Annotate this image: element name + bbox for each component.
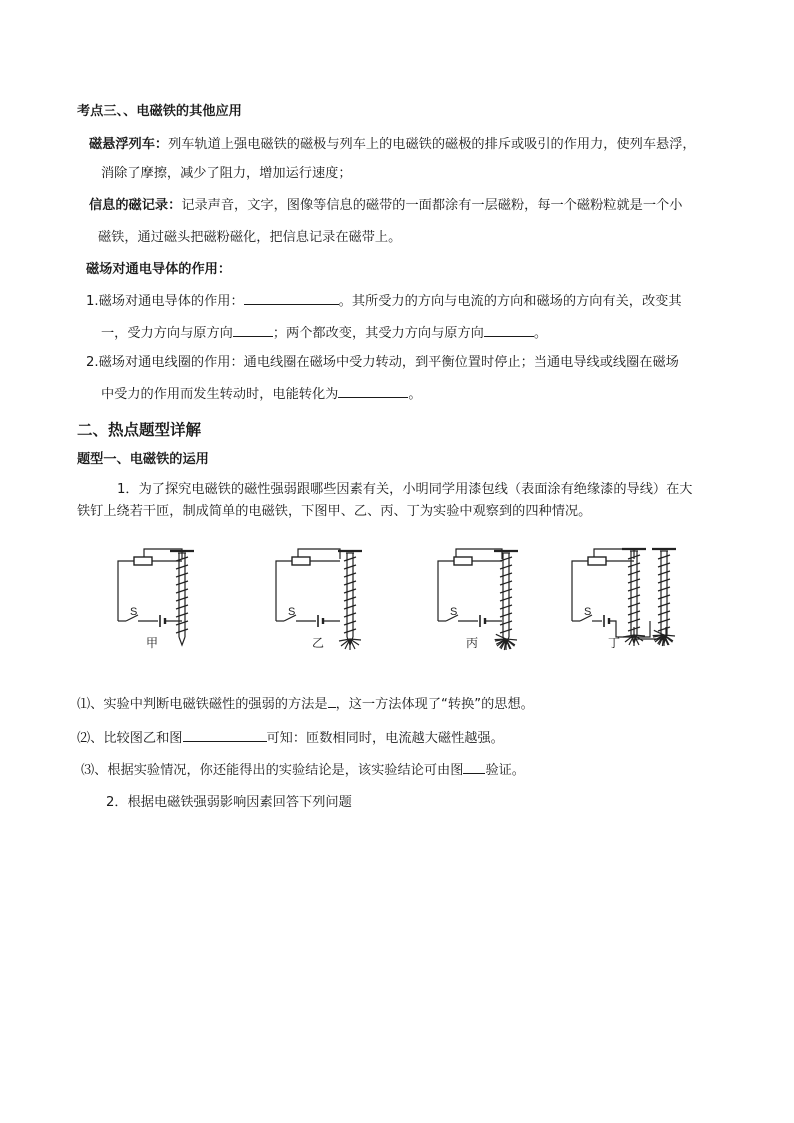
sub-1-text-a: ⑴、实验中判断电磁铁磁性的强弱的方法是	[77, 697, 328, 712]
item-1-text-a: 1.磁场对通电导体的作用：	[86, 294, 244, 309]
answer-blank[interactable]	[183, 729, 267, 742]
sub-3-text-a: ⑶、根据实验情况，你还能得出的实验结论是，该实验结论可由图	[81, 763, 464, 778]
circuit-ding	[572, 549, 676, 650]
record-paragraph	[89, 197, 682, 215]
item-1-text-c: 一，受力方向与原方向	[101, 326, 233, 341]
switch-label: S	[584, 606, 592, 618]
figure-label-ding: 丁	[608, 636, 621, 650]
figure-label-yi: 乙	[312, 636, 325, 650]
switch-label: S	[130, 606, 138, 618]
answer-blank[interactable]	[484, 324, 534, 337]
item-2-line-2	[101, 385, 422, 404]
q1-text-1: 1．为了探究电磁铁的磁性强弱跟哪些因素有关，小明同学用漆包线（表面涂有绝缘漆的导线）在大	[117, 482, 693, 497]
maglev-paragraph	[89, 136, 696, 154]
record-text-2: 磁铁，通过磁头把磁粉磁化，把信息记录在磁带上。	[98, 230, 402, 245]
question-2: 2．根据电磁铁强弱影响因素回答下列问题	[106, 795, 352, 810]
answer-blank[interactable]	[244, 292, 339, 305]
sub-1-text-b: ，这一方法体现了“转换”的思想。	[335, 697, 534, 712]
maglev-text-1: 列车轨道上强电磁铁的磁极与列车上的电磁铁的磁极的排斥或吸引的作用力，使列车悬浮，	[168, 137, 696, 152]
electromagnet-figure	[100, 535, 710, 655]
item-1-text-e: 。	[533, 326, 548, 341]
sub-2-text-a: ⑵、比较图乙和图	[77, 731, 183, 746]
circuit-yi	[276, 549, 362, 650]
maglev-text-2: 消除了摩擦，减少了阻力，增加运行速度；	[101, 166, 352, 181]
sub-3-text-b: 验证。	[485, 763, 525, 778]
circuit-bing	[438, 549, 518, 654]
sub-2-text-b: 可知：匝数相同时，电流越大磁性越强。	[266, 731, 504, 746]
item-1-text-d: ；两个都改变，其受力方向与原方向	[272, 326, 484, 341]
item-2-text-c: 。	[408, 387, 422, 402]
sub-question-2	[77, 729, 504, 748]
answer-blank[interactable]	[463, 761, 485, 774]
sub-question-1	[77, 695, 534, 714]
answer-blank[interactable]	[338, 385, 408, 398]
figure-label-bing: 丙	[466, 636, 479, 650]
type-1-title: 题型一、电磁铁的运用	[77, 452, 209, 467]
switch-label: S	[288, 606, 296, 618]
answer-blank[interactable]	[328, 695, 336, 708]
part-2-heading: 二、热点题型详解	[77, 421, 202, 439]
record-label: 信息的磁记录：	[89, 198, 182, 213]
circuit-jia	[118, 549, 194, 650]
item-2-line-1: 2.磁场对通电线圈的作用：通电线圈在磁场中受力转动，到平衡位置时停止；当通电导线或线圈在磁场	[86, 355, 679, 370]
maglev-label: 磁悬浮列车：	[89, 137, 169, 152]
answer-blank[interactable]	[233, 324, 273, 337]
q1-text-2: 铁钉上绕若干匝，制成简单的电磁铁，下图甲、乙、丙、丁为实验中观察到的四种情况。	[77, 504, 592, 519]
switch-label: S	[450, 606, 458, 618]
item-1-text-b: 。其所受力的方向与电流的方向和磁场的方向有关，改变其	[338, 294, 682, 309]
record-text-1: 记录声音，文字，图像等信息的磁带的一面都涂有一层磁粉，每一个磁粉粒就是一个小	[181, 198, 683, 213]
item-1-line-1	[86, 292, 682, 311]
sub-question-3	[81, 761, 525, 780]
figure-label-jia: 甲	[146, 636, 159, 650]
item-2-text-b: 中受力的作用而发生转动时，电能转化为	[101, 387, 339, 402]
field-title: 磁场对通电导体的作用：	[86, 262, 232, 277]
item-1-line-2	[101, 324, 547, 343]
section-title: 考点三、、电磁铁的其他应用	[77, 104, 242, 119]
